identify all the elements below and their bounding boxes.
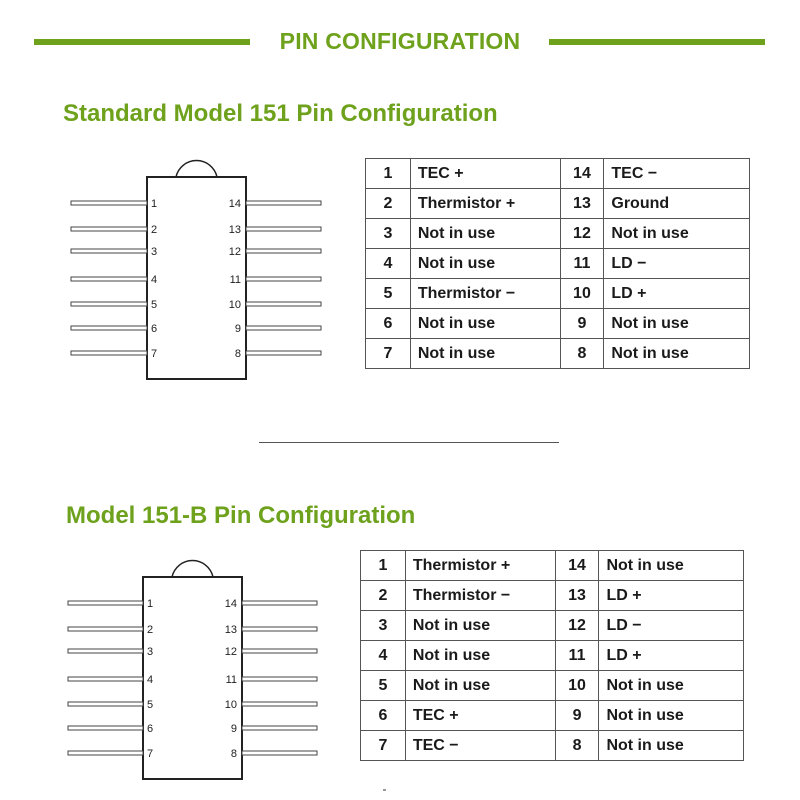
pin-number: 2: [366, 189, 411, 219]
pin-label-left: 3: [147, 646, 154, 658]
table-row: [366, 159, 750, 189]
pin-lead-left: [68, 702, 143, 706]
pin-label-right: 8: [234, 348, 241, 360]
pin-number: 3: [366, 219, 411, 249]
pin-number: 4: [366, 249, 411, 279]
pin-number: 12: [555, 611, 599, 641]
pin-label-right: 13: [228, 224, 241, 236]
pin-lead-left: [68, 649, 143, 653]
table-row: [361, 641, 744, 671]
pin-number: 9: [560, 309, 604, 339]
table-row: [361, 701, 744, 731]
pin-function: Not in use: [599, 671, 744, 701]
pin-lead-left: [68, 677, 143, 681]
pin-function: LD +: [599, 581, 744, 611]
scan-mark: [383, 789, 386, 791]
pin-number: 4: [361, 641, 406, 671]
pin-label-right: 11: [229, 274, 241, 286]
section-divider: [259, 442, 559, 443]
pin-lead-right: [246, 351, 321, 355]
pin-number: 6: [361, 701, 406, 731]
pin-label-right: 14: [228, 198, 241, 210]
pin-label-left: 4: [151, 274, 158, 286]
pin-number: 7: [361, 731, 406, 761]
pin-lead-left: [68, 726, 143, 730]
pin-function: Not in use: [410, 219, 560, 249]
pin-number: 14: [560, 159, 604, 189]
pin-number: 9: [555, 701, 599, 731]
pin-lead-right: [246, 302, 321, 306]
pin-function: LD +: [599, 641, 744, 671]
pin-function: TEC +: [405, 701, 555, 731]
pin-label-right: 12: [228, 246, 241, 258]
table-row: [366, 219, 750, 249]
pin-number: 6: [366, 309, 411, 339]
pin-lead-right: [242, 751, 317, 755]
pin-label-left: 6: [151, 323, 158, 335]
pin-label-left: 5: [147, 699, 154, 711]
pin-number: 7: [366, 339, 411, 369]
pin-lead-right: [242, 702, 317, 706]
pin-function: Not in use: [599, 731, 744, 761]
pin-label-right: 11: [225, 674, 237, 686]
pin-label-right: 9: [234, 323, 241, 335]
pin-lead-left: [68, 751, 143, 755]
pin-lead-left: [71, 249, 147, 253]
pin-function: Thermistor +: [405, 551, 555, 581]
pin-lead-left: [71, 302, 147, 306]
pin-lead-left: [68, 627, 143, 631]
pin-table-standard: [365, 158, 750, 369]
pin-function: Not in use: [405, 611, 555, 641]
pin-number: 1: [366, 159, 411, 189]
pin-label-right: 9: [230, 723, 237, 735]
pin-lead-right: [242, 726, 317, 730]
pin-function: Thermistor −: [410, 279, 560, 309]
pin-label-left: 7: [151, 348, 158, 360]
pin-lead-right: [242, 601, 317, 605]
pin-function: TEC +: [410, 159, 560, 189]
pin-number: 1: [361, 551, 406, 581]
pin-function: Thermistor +: [410, 189, 560, 219]
pin-lead-left: [71, 277, 147, 281]
chip-notch: [176, 161, 217, 177]
pin-lead-right: [242, 627, 317, 631]
pin-function: Ground: [604, 189, 750, 219]
pin-function: TEC −: [405, 731, 555, 761]
pin-function: Not in use: [599, 701, 744, 731]
pin-label-left: 1: [147, 598, 154, 610]
pin-number: 14: [555, 551, 599, 581]
pin-lead-left: [68, 601, 143, 605]
pin-lead-right: [246, 277, 321, 281]
table-row: [361, 581, 744, 611]
pin-function: Not in use: [410, 249, 560, 279]
pin-function: Not in use: [410, 309, 560, 339]
pin-number: 11: [555, 641, 599, 671]
pin-number: 10: [560, 279, 604, 309]
pin-label-left: 5: [151, 299, 158, 311]
pin-lead-left: [71, 326, 147, 330]
pin-function: Not in use: [604, 339, 750, 369]
pin-label-left: 1: [151, 198, 158, 210]
pin-lead-right: [242, 649, 317, 653]
pin-function: Not in use: [599, 551, 744, 581]
pin-label-left: 2: [151, 224, 158, 236]
chip-diagram-standard: [0, 140, 340, 390]
pin-lead-left: [71, 351, 147, 355]
pin-number: 8: [555, 731, 599, 761]
pin-function: Thermistor −: [405, 581, 555, 611]
pin-label-left: 7: [147, 748, 154, 760]
pin-number: 12: [560, 219, 604, 249]
pin-function: TEC −: [604, 159, 750, 189]
pin-label-right: 12: [224, 646, 237, 658]
pin-label-left: 3: [151, 246, 158, 258]
section-title-standard: Standard Model 151 Pin Configuration: [63, 100, 498, 127]
pin-number: 8: [560, 339, 604, 369]
pin-lead-left: [71, 201, 147, 205]
pin-lead-right: [246, 249, 321, 253]
pin-label-right: 10: [224, 699, 237, 711]
pin-lead-right: [246, 326, 321, 330]
pin-function: Not in use: [405, 671, 555, 701]
pin-lead-left: [71, 227, 147, 231]
pin-label-right: 13: [224, 624, 237, 636]
pin-label-left: 4: [147, 674, 154, 686]
pin-number: 5: [366, 279, 411, 309]
table-row: [366, 339, 750, 369]
pin-number: 5: [361, 671, 406, 701]
pin-number: 10: [555, 671, 599, 701]
section-title-151b: Model 151-B Pin Configuration: [66, 502, 416, 529]
table-row: [366, 249, 750, 279]
pin-table-151b: [360, 550, 744, 761]
pin-lead-right: [246, 227, 321, 231]
pin-function: Not in use: [405, 641, 555, 671]
pin-number: 13: [555, 581, 599, 611]
pin-label-right: 8: [230, 748, 237, 760]
table-row: [361, 611, 744, 641]
pin-number: 2: [361, 581, 406, 611]
table-row: [366, 189, 750, 219]
pin-label-right: 14: [224, 598, 237, 610]
header-rule-right: [549, 39, 765, 45]
pin-function: LD −: [604, 249, 750, 279]
table-row: [361, 731, 744, 761]
pin-function: Not in use: [604, 309, 750, 339]
pin-label-left: 2: [147, 624, 154, 636]
page-title: PIN CONFIGURATION: [279, 28, 521, 54]
pin-label-left: 6: [147, 723, 154, 735]
pin-label-right: 10: [228, 299, 241, 311]
table-row: [366, 279, 750, 309]
pin-number: 3: [361, 611, 406, 641]
table-row: [361, 551, 744, 581]
pin-number: 13: [560, 189, 604, 219]
pin-lead-right: [246, 201, 321, 205]
pin-function: Not in use: [604, 219, 750, 249]
pin-function: LD −: [599, 611, 744, 641]
table-row: [366, 309, 750, 339]
pin-number: 11: [560, 249, 604, 279]
pin-function: LD +: [604, 279, 750, 309]
chip-diagram-151b: [0, 540, 340, 790]
table-row: [361, 671, 744, 701]
chip-notch: [172, 561, 213, 577]
pin-lead-right: [242, 677, 317, 681]
pin-function: Not in use: [410, 339, 560, 369]
